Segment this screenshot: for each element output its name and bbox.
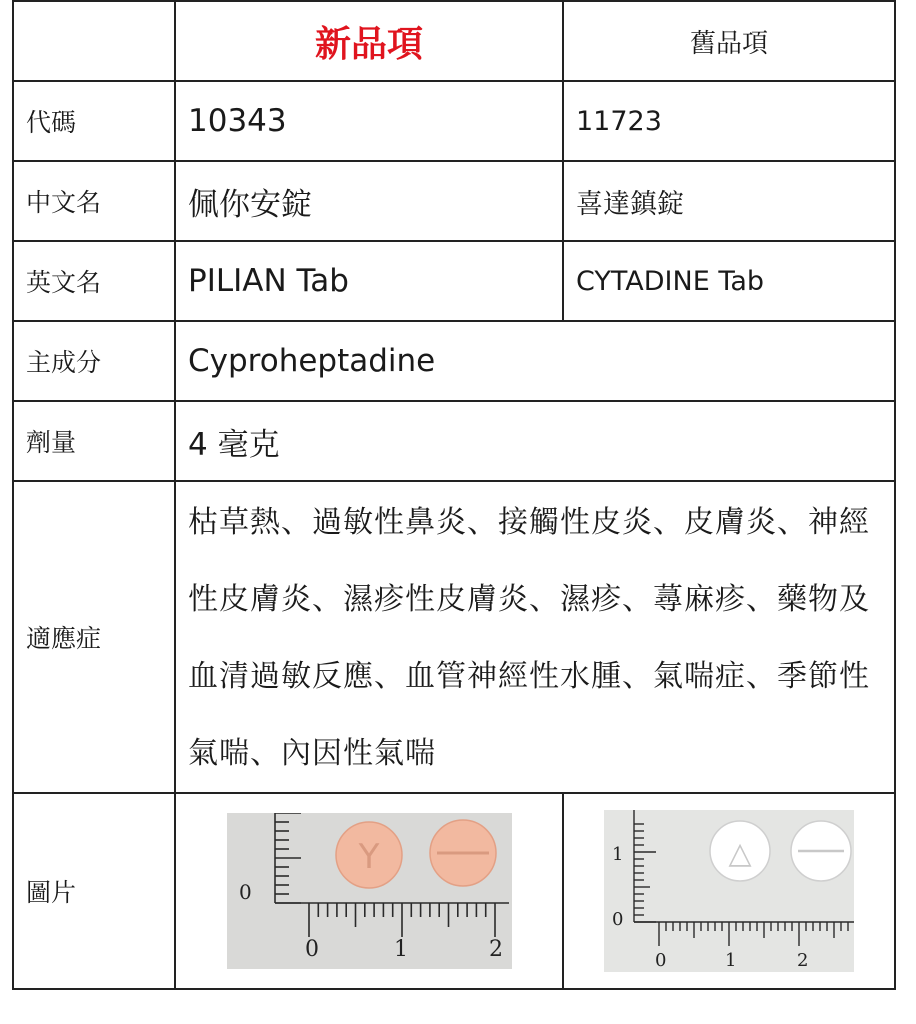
dose-row <box>13 401 895 481</box>
old-tablet-mark: △ <box>728 836 752 871</box>
code-label: 代碼 <box>13 81 175 161</box>
indication-row <box>13 481 895 793</box>
corner-cell <box>13 1 175 81</box>
code-row <box>13 81 895 161</box>
ruler-label-v1: 1 <box>612 844 624 865</box>
header-row <box>13 1 895 81</box>
picture-label: 圖片 <box>13 793 175 989</box>
old-english-name: CYTADINE Tab <box>563 241 895 321</box>
ingredient-value: Cyproheptadine <box>175 321 895 401</box>
ruler-label-v0: 0 <box>612 909 624 930</box>
dose-label: 劑量 <box>13 401 175 481</box>
old-code: 11723 <box>563 81 895 161</box>
new-picture-cell <box>175 793 563 989</box>
english-name-row <box>13 241 895 321</box>
new-item-header: 新品項 <box>175 1 563 81</box>
new-tablet-mark: Y <box>358 837 379 877</box>
ruler-label-h1: 1 <box>393 937 408 962</box>
ingredient-row <box>13 321 895 401</box>
ruler-label-h1: 1 <box>725 950 737 971</box>
english-name-label: 英文名 <box>13 241 175 321</box>
ruler-label-h0: 0 <box>655 950 667 971</box>
indication-text: 枯草熱、過敏性鼻炎、接觸性皮炎、皮膚炎、神經性皮膚炎、濕疹性皮膚炎、濕疹、蕁麻疹、藥物及血清過敏反應、血管神經性水腫、氣喘症、季節性氣喘、內因性氣喘 <box>188 505 870 771</box>
ruler-label-h2: 2 <box>488 937 503 962</box>
new-tablet-photo <box>227 813 512 969</box>
indication-cell <box>175 481 895 793</box>
new-chinese-name: 佩你安錠 <box>175 161 563 241</box>
chinese-name-row <box>13 161 895 241</box>
indication-label: 適應症 <box>13 481 175 793</box>
old-item-header: 舊品項 <box>563 1 895 81</box>
chinese-name-label: 中文名 <box>13 161 175 241</box>
picture-row <box>13 793 895 989</box>
old-picture-cell <box>563 793 895 989</box>
ruler-label-h2: 2 <box>797 950 809 971</box>
old-tablet-photo <box>604 810 854 972</box>
new-code: 10343 <box>175 81 563 161</box>
old-chinese-name: 喜達鎮錠 <box>563 161 895 241</box>
drug-comparison-table <box>12 0 896 990</box>
ruler-label-v0: 0 <box>238 880 252 904</box>
ingredient-label: 主成分 <box>13 321 175 401</box>
new-english-name: PILIAN Tab <box>175 241 563 321</box>
dose-value: 4 毫克 <box>175 401 895 481</box>
ruler-label-h0: 0 <box>304 937 319 962</box>
